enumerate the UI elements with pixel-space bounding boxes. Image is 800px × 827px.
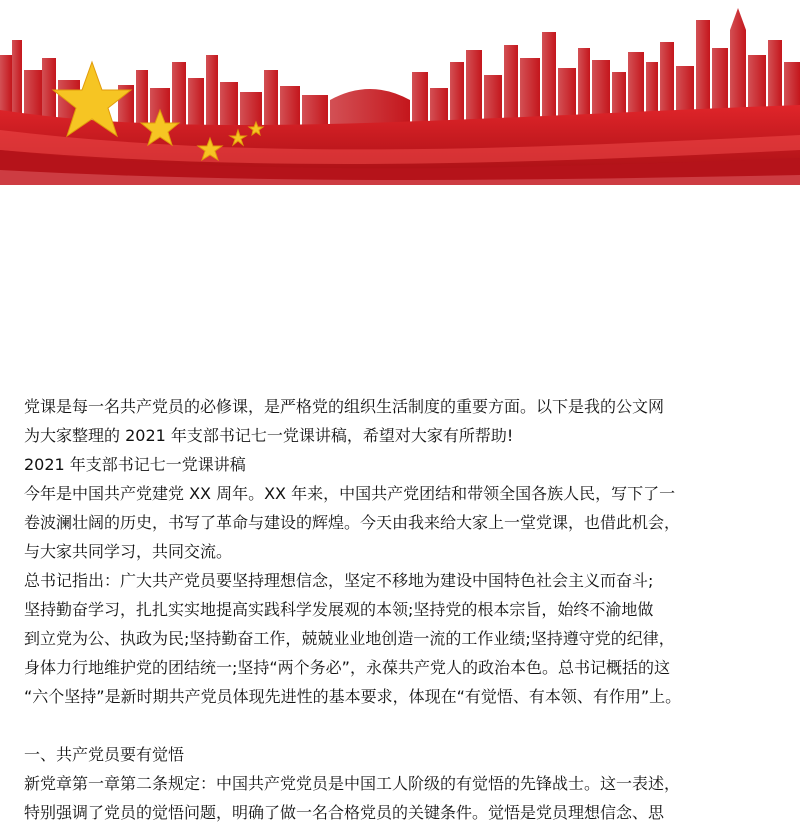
paragraph-line: 卷波澜壮阔的历史，书写了革命与建设的辉煌。今天由我来给大家上一堂党课，也借此机会， (24, 513, 681, 532)
paragraph-line: 总书记指出：广大共产党员要坚持理想信念，坚定不移地为建设中国特色社会主义而奋斗; (24, 571, 654, 590)
city-skyline-icon (0, 8, 800, 125)
paragraph-line: 身体力行地维护党的团结统一;坚持“两个务必”，永葆共产党人的政治本色。总书记概括的这 (24, 658, 670, 677)
section-heading: 一、共产党员要有觉悟 (24, 745, 185, 764)
paragraph-line (0, 711, 800, 740)
header-banner (0, 0, 800, 185)
paragraph-line: 与大家共同学习，共同交流。 (24, 542, 233, 561)
paragraph-line: 坚持勤奋学习，扎扎实实地提高实践科学发展观的本领;坚持党的根本宗旨，始终不渝地做 (24, 600, 654, 619)
paragraph-line: 到立党为公、执政为民;坚持勤奋工作，兢兢业业地创造一流的工作业绩;坚持遵守党的纪律， (24, 629, 675, 648)
paragraph-line: “六个坚持”是新时期共产党员体现先进性的基本要求，体现在“有觉悟、有本领、有作用”上。 (24, 687, 682, 706)
paragraph-line: 党课是每一名共产党员的必修课，是严格党的组织生活制度的重要方面。以下是我的公文网 (24, 397, 665, 416)
article-title: 2021 年支部书记七一党课讲稿 (24, 455, 246, 474)
paragraph-line: 为大家整理的 2021 年支部书记七一党课讲稿，希望对大家有所帮助! (24, 426, 514, 445)
paragraph-line: 新党章第一章第二条规定：中国共产党党员是中国工人阶级的有觉悟的先锋战士。这一表述， (24, 774, 681, 793)
article-body (0, 392, 800, 827)
paragraph-line: 今年是中国共产党建党 XX 周年。XX 年来，中国共产党团结和带领全国各族人民，写下了一 (24, 484, 676, 503)
paragraph-line: 特别强调了党员的觉悟问题，明确了做一名合格党员的关键条件。觉悟是党员理想信念、思 (24, 803, 665, 822)
